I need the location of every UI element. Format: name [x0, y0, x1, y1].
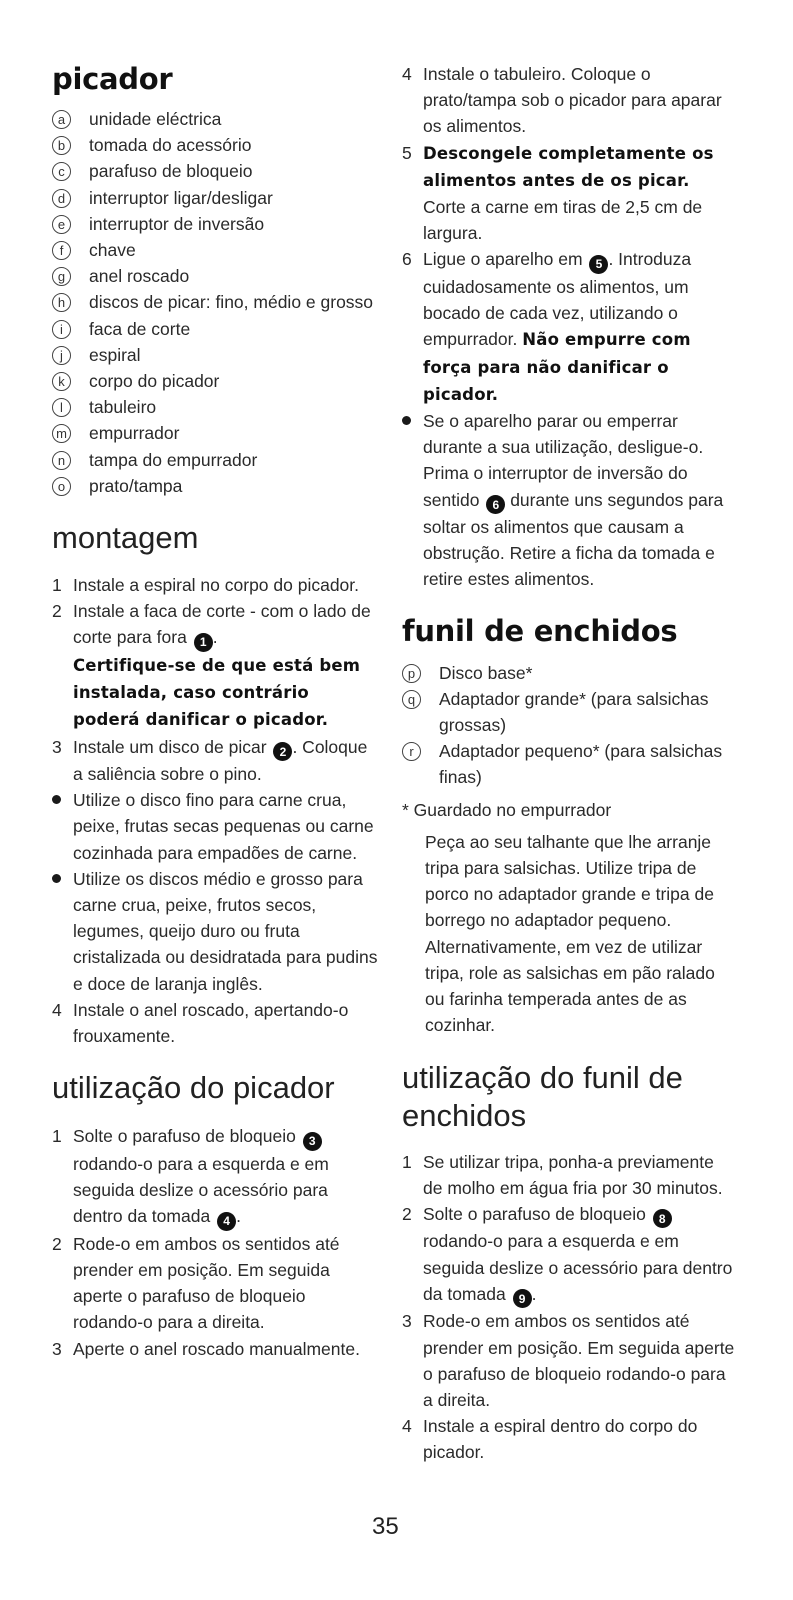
step-text: Ligue o aparelho em [423, 249, 583, 270]
bullet-icon [52, 866, 73, 997]
step-number: 4 [52, 999, 62, 1020]
part-label: Disco base* [439, 662, 533, 683]
step-number: 4 [402, 1416, 412, 1437]
step-number: 3 [52, 1338, 62, 1359]
part-letter: m [52, 424, 71, 443]
list-item [52, 263, 380, 289]
figure-ref-badge: 6 [486, 495, 505, 514]
warning-text: Não empurre com força para não danificar o picador. [423, 330, 691, 404]
step-number: 1 [402, 1151, 412, 1172]
step-number: 2 [402, 1203, 412, 1224]
list-item [402, 246, 736, 408]
step-text: rodando-o para a esquerda e em seguida deslize o acessório para dentro da tomada [423, 1231, 733, 1304]
figure-ref-badge: 4 [217, 1212, 236, 1231]
footnote: * Guardado no empurrador [402, 799, 612, 820]
list-item [52, 420, 380, 446]
bullet-text: Se o aparelho parar ou emperrar durante a sua utilização, desligue-o. Prima o interruptor de inversão do sentido [423, 410, 704, 510]
part-letter: p [402, 664, 421, 683]
list-item [402, 1149, 736, 1201]
list-item [402, 61, 736, 140]
part-label: espiral [89, 344, 141, 365]
step-text: . Introduza cuidadosamente os alimentos, um bocado de cada vez, utilizando o empurrador. [423, 249, 692, 350]
step-text: Aperte o anel roscado manualmente. [73, 1338, 360, 1359]
step-text: rodando-o para a esquerda e em seguida deslize o acessório para dentro da tomada [73, 1153, 329, 1227]
list-item [52, 997, 380, 1049]
warning-text: Certifique-se de que está bem instalada, caso contrário poderá danificar o picador. [73, 655, 361, 730]
list-item [52, 598, 380, 733]
list-item [52, 1231, 380, 1336]
step-number: 1 [52, 1126, 62, 1147]
part-letter: i [52, 320, 71, 339]
list-item [52, 342, 380, 368]
step-number: 2 [52, 601, 62, 622]
list-item [52, 368, 380, 394]
step-number: 4 [402, 64, 412, 84]
list-item [402, 1413, 736, 1465]
step-number: 5 [402, 142, 412, 163]
list-item [402, 686, 736, 738]
part-letter: f [52, 241, 71, 260]
montagem-heading: montagem [52, 520, 199, 556]
list-item [52, 132, 380, 158]
part-letter: o [52, 477, 71, 496]
list-item [52, 211, 380, 237]
part-label: interruptor ligar/desligar [89, 187, 273, 208]
part-label: tabuleiro [89, 397, 157, 418]
part-label: chave [89, 240, 136, 261]
bullet-icon [402, 408, 423, 593]
part-letter: j [52, 346, 71, 365]
list-item [52, 158, 380, 184]
step-text: Instale o anel roscado, apertando-o frouxamente. [73, 999, 349, 1047]
figure-ref-badge: 9 [513, 1289, 532, 1308]
list-item [52, 1336, 380, 1362]
list-item [402, 1201, 736, 1308]
part-letter: k [52, 372, 71, 391]
utilizacao-funil-steps [402, 1149, 736, 1466]
list-item [52, 447, 380, 473]
step-number: 2 [52, 1233, 62, 1254]
funil-heading: funil de enchidos [402, 613, 678, 648]
figure-ref-badge: 2 [273, 742, 292, 761]
warning-text: Descongele completamente os alimentos antes de os picar. [423, 143, 714, 190]
step-text: Instale a espiral no corpo do picador. [73, 575, 360, 596]
bullet-text: durante uns segundos para soltar os alimentos que causam a obstrução. Retire a ficha da tomada e retire estes alimentos. [423, 489, 724, 590]
part-letter: c [52, 162, 71, 181]
part-letter: q [402, 690, 421, 709]
part-letter: g [52, 267, 71, 286]
part-label: Adaptador grande* (para salsichas grossas) [439, 688, 709, 736]
step-number: 6 [402, 249, 412, 270]
page-number: 35 [372, 1513, 399, 1540]
picador-parts-list [52, 106, 380, 499]
part-label: discos de picar: fino, médio e grosso [89, 292, 374, 313]
step-text: Corte a carne em tiras de 2,5 cm de largura. [423, 197, 703, 244]
left-column [52, 0, 380, 1362]
step-text: Solte o parafuso de bloqueio [73, 1126, 296, 1147]
step-text: Se utilizar tripa, ponha-a previamente de molho em água fria por 30 minutos. [423, 1151, 723, 1198]
part-label: empurrador [89, 423, 180, 444]
list-item [52, 787, 380, 866]
figure-ref-badge: 5 [589, 255, 608, 274]
part-label: corpo do picador [89, 371, 220, 392]
utilizacao-picador-heading: utilização do picador [52, 1070, 335, 1106]
picador-heading: picador [52, 62, 173, 96]
part-letter: n [52, 451, 71, 470]
list-item [52, 237, 380, 263]
list-item [402, 408, 736, 593]
step-text: Instale um disco de picar [73, 736, 267, 757]
part-label: unidade eléctrica [89, 109, 222, 129]
part-letter: l [52, 398, 71, 417]
list-item [52, 289, 380, 315]
part-label: Adaptador pequeno* (para salsichas finas) [439, 741, 723, 788]
list-item [52, 316, 380, 342]
step-number: 1 [52, 575, 62, 596]
step-text: . [531, 1283, 537, 1304]
list-item [52, 1123, 380, 1230]
bullet-text: Utilize os discos médio e grosso para carne crua, peixe, frutos secos, legumes, queijo duro ou fruta cristalizada ou desidratada para pudins e doce de laranja inglês. [73, 868, 378, 994]
list-item [52, 394, 380, 420]
part-label: interruptor de inversão [89, 213, 265, 234]
list-item [402, 140, 736, 247]
bullet-icon [52, 787, 73, 866]
step-text: . Coloque a saliência sobre o pino. [73, 736, 368, 785]
list-item [402, 660, 736, 686]
list-item [52, 106, 380, 132]
bullet-text: Utilize o disco fino para carne crua, peixe, frutas secas pequenas ou carne cozinhada para empadões de carne. [73, 790, 374, 863]
montagem-steps [52, 572, 380, 1049]
list-item [402, 1308, 736, 1413]
funil-parts-list [402, 660, 736, 791]
utilizacao-funil-heading: utilização do funil de enchidos [402, 1059, 683, 1133]
part-label: tomada do acessório [89, 135, 252, 156]
part-letter: e [52, 215, 71, 234]
right-column [402, 0, 736, 1466]
utilizacao-picador-steps-part1 [52, 1123, 380, 1361]
part-label: anel roscado [89, 266, 190, 287]
list-item [52, 572, 380, 598]
utilizacao-picador-steps-part2 [402, 61, 736, 593]
step-number: 3 [52, 736, 62, 757]
part-label: prato/tampa [89, 475, 183, 496]
list-item [52, 734, 380, 788]
step-text: Instale a faca de corte - com o lado de corte para fora [73, 601, 371, 648]
step-text: Instale o tabuleiro. Coloque o prato/tampa sob o picador para aparar os alimentos. [423, 64, 722, 137]
part-label: tampa do empurrador [89, 449, 258, 470]
step-text: Rode-o em ambos os sentidos até prender em posição. Em seguida aperte o parafuso de bloqueio rodando-o para a direita. [73, 1233, 340, 1333]
figure-ref-badge: 1 [194, 633, 213, 652]
step-text: . [212, 627, 218, 648]
step-text: Rode-o em ambos os sentidos até prender em posição. Em seguida aperte o parafuso de bloqueio rodando-o para a direita. [423, 1311, 735, 1410]
list-item [402, 738, 736, 790]
part-label: faca de corte [89, 318, 191, 339]
paragraph: Peça ao seu talhante que lhe arranje tripa para salsichas. Utilize tripa de porco no adaptador grande e tripa de borrego no adaptador pequeno. Alternativamente, em vez de utilizar tripa, role as salsichas em pão ralado ou farinha temperada antes de as cozinhar. [425, 831, 715, 1036]
part-letter: b [52, 136, 71, 155]
list-item [52, 185, 380, 211]
figure-ref-badge: 8 [653, 1209, 672, 1228]
part-letter: h [52, 293, 71, 312]
step-text: . [236, 1206, 241, 1227]
part-letter: a [52, 110, 71, 129]
figure-ref-badge: 3 [303, 1132, 322, 1151]
list-item [52, 473, 380, 499]
list-item [52, 866, 380, 997]
part-letter: r [402, 742, 421, 761]
step-number: 3 [402, 1311, 412, 1332]
step-text: Instale a espiral dentro do corpo do picador. [423, 1416, 698, 1463]
step-text: Solte o parafuso de bloqueio [423, 1203, 646, 1224]
part-label: parafuso de bloqueio [89, 161, 253, 182]
part-letter: d [52, 189, 71, 208]
